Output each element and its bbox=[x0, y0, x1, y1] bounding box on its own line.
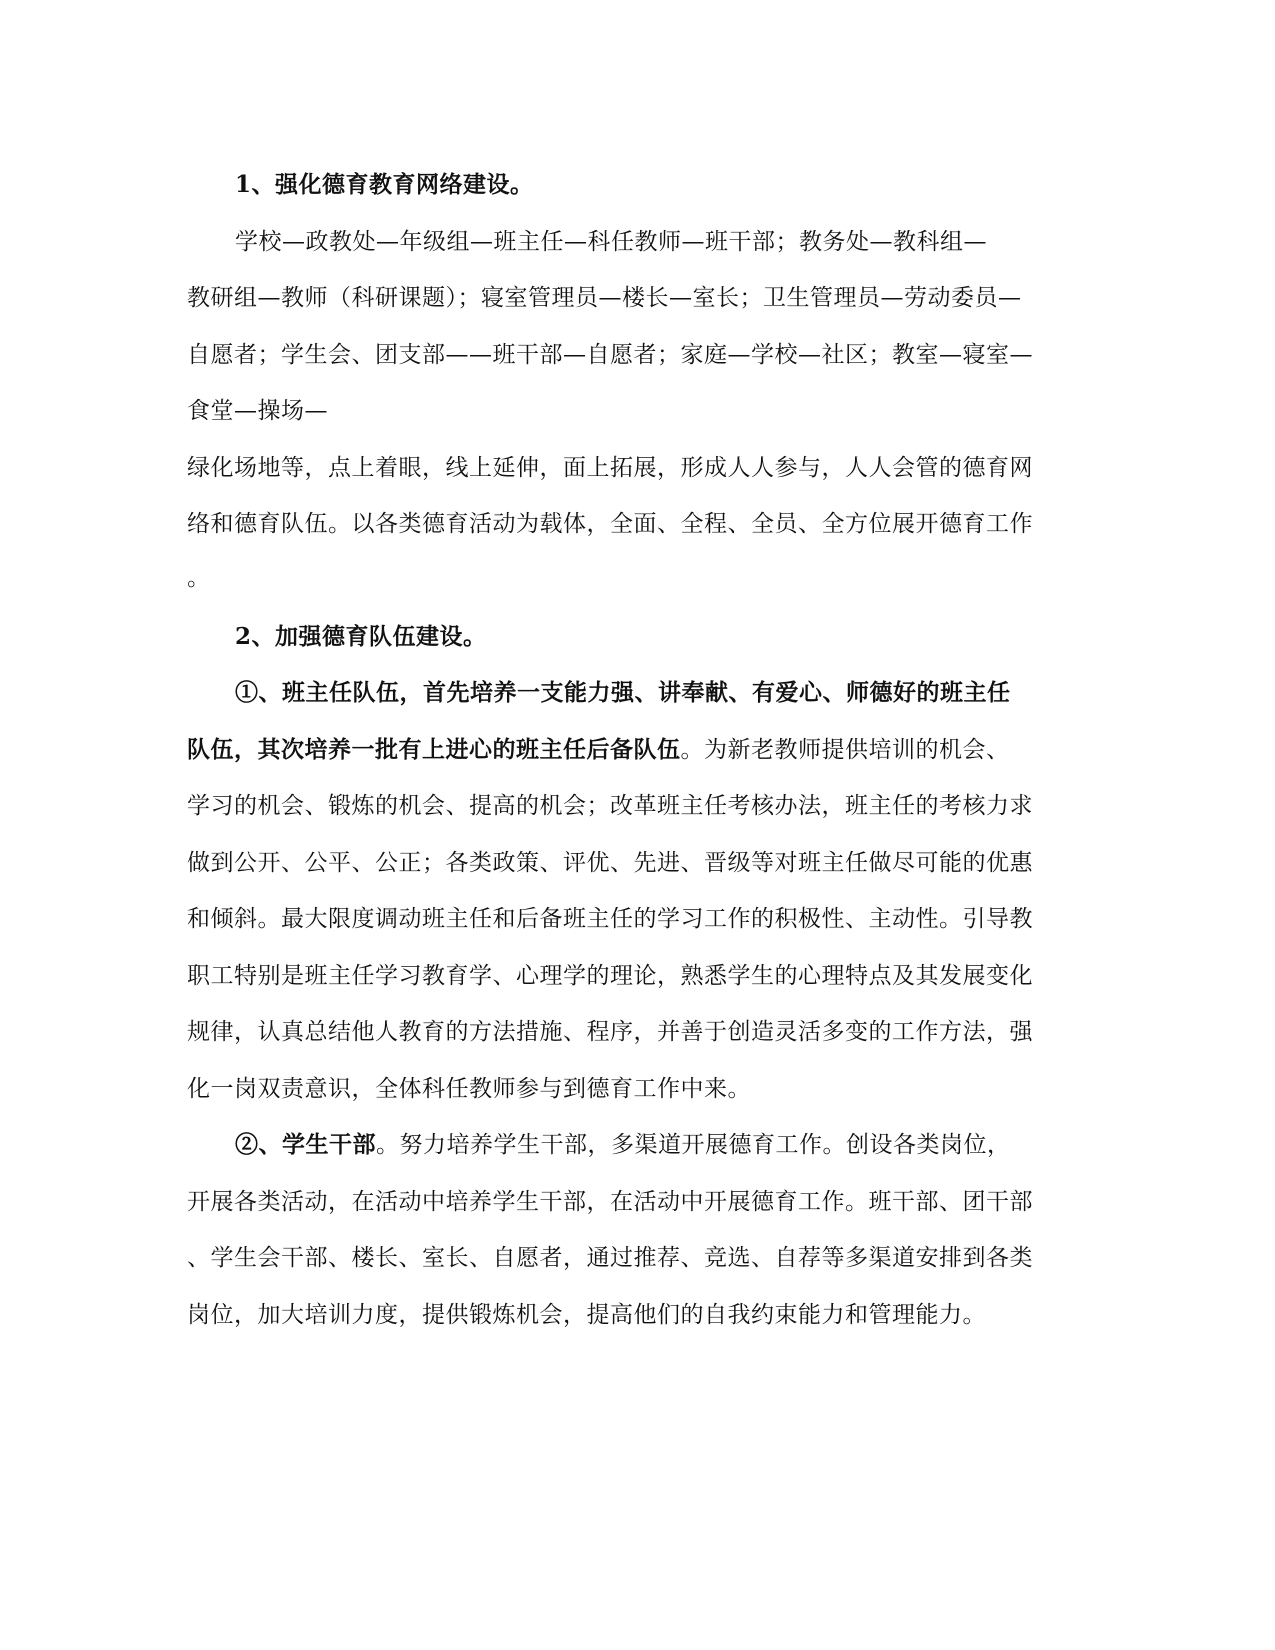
paragraph-2-line: 和倾斜。最大限度调动班主任和后备班主任的学习工作的积极性、主动性。引导教 bbox=[187, 906, 1033, 932]
paragraph-2-line bbox=[187, 735, 1010, 765]
paragraph-3-line bbox=[235, 1130, 1011, 1160]
paragraph-3-line: 岗位，加大培训力度，提供锻炼机会，提高他们的自我约束能力和管理能力。 bbox=[187, 1302, 986, 1328]
paragraph-1-line: 学校—政教处—年级组—班主任—科任教师—班干部；教务处—教科组— bbox=[235, 229, 987, 255]
paragraph-1-line: 自愿者；学生会、团支部——班干部—自愿者；家庭—学校—社区；教室—寝室— bbox=[187, 342, 1033, 368]
paragraph-2-text: 。为新老教师提供培训的机会、 bbox=[680, 737, 1010, 763]
paragraph-2-line: 学习的机会、锻炼的机会、提高的机会；改革班主任考核办法，班主任的考核力求 bbox=[187, 793, 1033, 819]
paragraph-1-line: 教研组—教师（科研课题）；寝室管理员—楼长—室长；卫生管理员—劳动委员— bbox=[187, 285, 1022, 311]
paragraph-3-text: 。努力培养学生干部，多渠道开展德育工作。创设各类岗位， bbox=[376, 1132, 1011, 1158]
paragraph-2-bold-line: ①、班主任队伍，首先培养一支能力强、讲奉献、有爱心、师德好的班主任 bbox=[235, 679, 1011, 706]
paragraph-1-line: 绿化场地等，点上着眼，线上延伸，面上拓展，形成人人参与，人人会管的德育网 bbox=[187, 455, 1033, 481]
paragraph-2-line: 做到公开、公平、公正；各类政策、评优、先进、晋级等对班主任做尽可能的优惠 bbox=[187, 850, 1033, 876]
heading-2: 2、加强德育队伍建设。 bbox=[235, 623, 487, 650]
paragraph-1-line: 络和德育队伍。以各类德育活动为载体，全面、全程、全员、全方位展开德育工作 bbox=[187, 511, 1033, 537]
paragraph-2-line: 化一岗双责意识，全体科任教师参与到德育工作中来。 bbox=[187, 1076, 751, 1102]
paragraph-3-line: 、学生会干部、楼长、室长、自愿者，通过推荐、竞选、自荐等多渠道安排到各类 bbox=[187, 1245, 1033, 1271]
heading-1: 1、强化德育教育网络建设。 bbox=[235, 171, 534, 198]
paragraph-2-line: 职工特别是班主任学习教育学、心理学的理论，熟悉学生的心理特点及其发展变化 bbox=[187, 963, 1033, 989]
paragraph-3-bold-lead: ②、学生干部 bbox=[235, 1131, 376, 1158]
paragraph-3-line: 开展各类活动，在活动中培养学生干部，在活动中开展德育工作。班干部、团干部 bbox=[187, 1189, 1033, 1215]
paragraph-1-line: 。 bbox=[187, 565, 211, 591]
paragraph-1-line: 食堂—操场— bbox=[187, 398, 328, 424]
paragraph-2-line: 规律，认真总结他人教育的方法措施、程序，并善于创造灵活多变的工作方法，强 bbox=[187, 1019, 1033, 1045]
paragraph-2-bold-lead: 队伍，其次培养一批有上进心的班主任后备队伍 bbox=[187, 736, 681, 763]
